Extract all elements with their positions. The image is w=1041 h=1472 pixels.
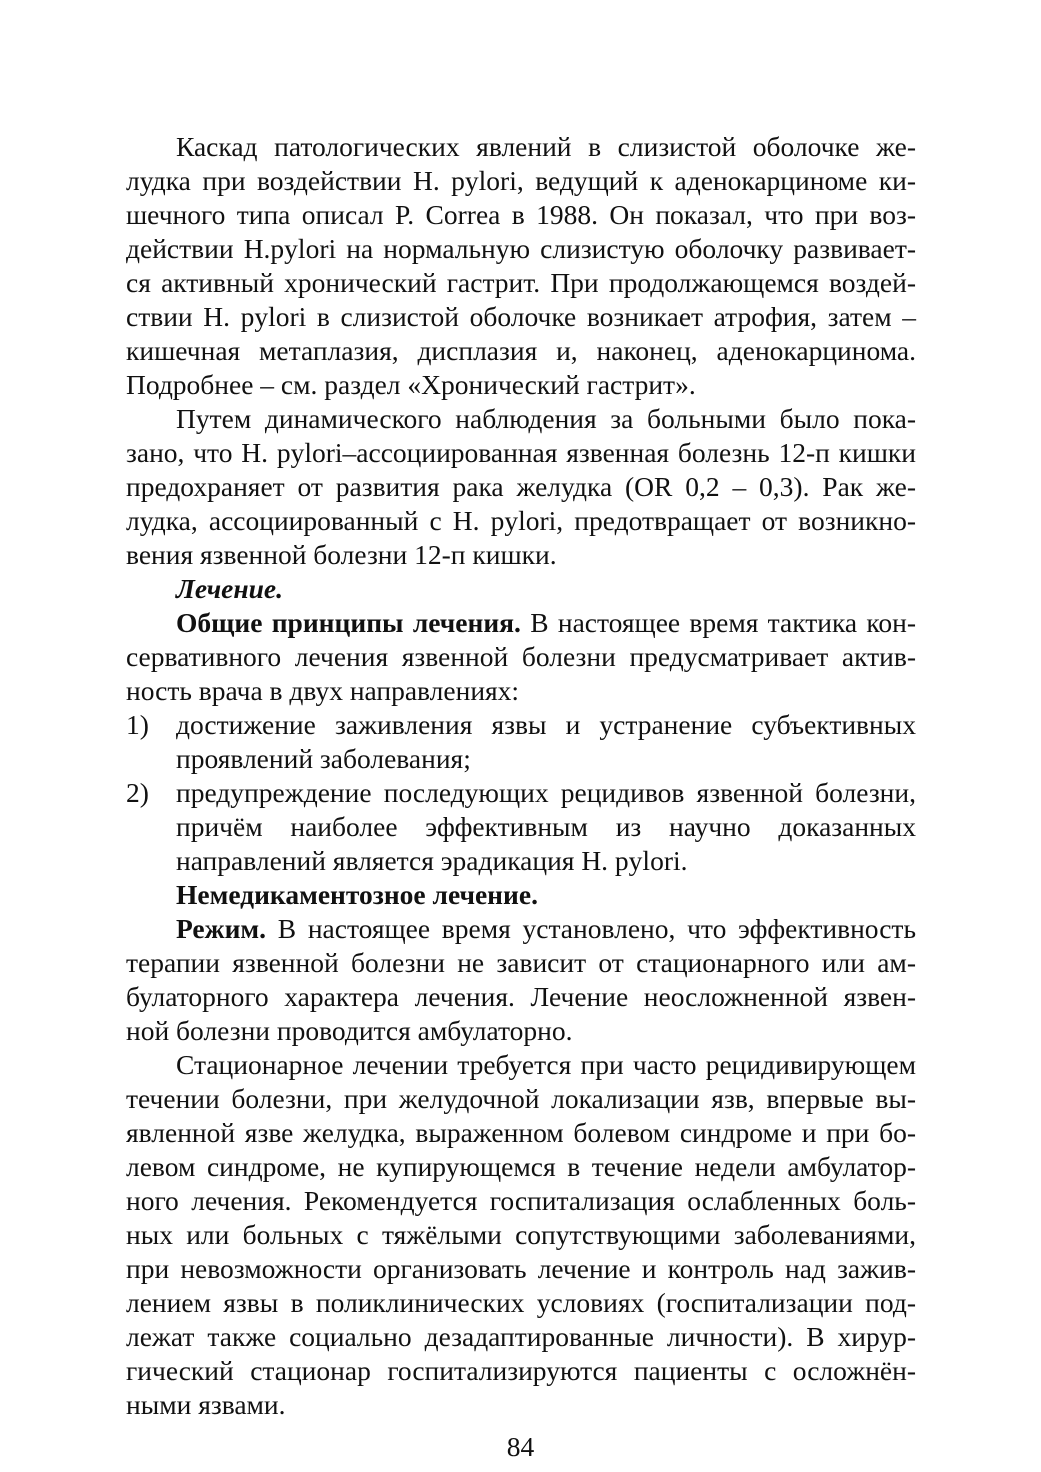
- run-in-heading: Общие принципы лечения.: [176, 607, 521, 638]
- list-item-line: предупреждение последующих рецидивов язвенной болезни,: [176, 777, 916, 808]
- paragraph-line: зано, что H. pylori–ассоциированная язвенная болезнь 12-п кишки: [126, 437, 916, 468]
- paragraph-line: гический стационар госпитализируются пациенты с осложнён-: [126, 1355, 916, 1386]
- paragraph-line: при невозможности организовать лечение и контроль над зажив-: [126, 1253, 916, 1284]
- page-number: 84: [506, 1431, 535, 1462]
- paragraph-line: предохраняет от развития рака желудка (OR 0,2 – 0,3). Рак же-: [126, 471, 916, 502]
- paragraph-line: ной болезни проводится амбулаторно.: [126, 1015, 573, 1046]
- paragraph-line: левом синдроме, не купирующемся в течение недели амбулатор-: [126, 1151, 916, 1182]
- paragraph-line: лудка, ассоциированный с H. pylori, предотвращает от возникно-: [126, 505, 916, 536]
- section-heading: Немедикаментозное лечение.: [176, 879, 538, 910]
- list-item-line: проявлений заболевания;: [176, 743, 471, 774]
- paragraph-line: ствии H. pylori в слизистой оболочке возникает атрофия, затем –: [126, 301, 916, 332]
- paragraph-line: ся активный хронический гастрит. При продолжающемся воздей-: [126, 267, 916, 298]
- paragraph-line: ность врача в двух направлениях:: [126, 675, 520, 706]
- paragraph-first-line: [176, 606, 916, 640]
- paragraph-line: шечного типа описал P. Correa в 1988. Он показал, что при воз-: [126, 199, 916, 230]
- section-heading: Лечение.: [176, 573, 283, 604]
- list-item-line: направлений является эрадикация H. pylori.: [176, 845, 688, 876]
- paragraph-line: действии H.pylori на нормальную слизистую оболочку развивает-: [126, 233, 916, 264]
- paragraph-line: терапии язвенной болезни не зависит от стационарного или ам-: [126, 947, 916, 978]
- paragraph-text: В настоящее время установлено, что эффективность: [277, 913, 916, 944]
- paragraph-line: Каскад патологических явлений в слизистой оболочке же-: [176, 131, 916, 162]
- paragraph-line: явленной язве желудка, выраженном болевом синдроме и при бо-: [126, 1117, 916, 1148]
- paragraph-line: Стационарное лечении требуется при часто рецидивирующем: [176, 1049, 916, 1080]
- paragraph-text: В настоящее время тактика кон-: [530, 607, 916, 638]
- paragraph-line: ного лечения. Рекомендуется госпитализация ослабленных боль-: [126, 1185, 916, 1216]
- list-item-line: причём наиболее эффективным из научно доказанных: [176, 811, 916, 842]
- paragraph-line: Подробнее – см. раздел «Хронический гастрит».: [126, 369, 696, 400]
- paragraph-line: сервативного лечения язвенной болезни предусматривает актив-: [126, 641, 916, 672]
- paragraph-line: кишечная метаплазия, дисплазия и, наконец, аденокарцинома.: [126, 335, 916, 366]
- paragraph-line: лудка при воздействии H. pylori, ведущий к аденокарциноме ки-: [126, 165, 916, 196]
- paragraph-line: Путем динамического наблюдения за больными было пока-: [176, 403, 916, 434]
- paragraph-line: булаторного характера лечения. Лечение неосложненной язвен-: [126, 981, 916, 1012]
- list-number: 1): [126, 709, 149, 740]
- paragraph-line: ными язвами.: [126, 1389, 286, 1420]
- paragraph-line: лежат также социально дезадаптированные личности). В хирур-: [126, 1321, 916, 1352]
- run-in-heading: Режим.: [176, 913, 267, 944]
- paragraph-line: вения язвенной болезни 12-п кишки.: [126, 539, 557, 570]
- paragraph-line: лением язвы в поликлинических условиях (госпитализации под-: [126, 1287, 916, 1318]
- paragraph-line: течении болезни, при желудочной локализации язв, впервые вы-: [126, 1083, 916, 1114]
- paragraph-first-line: [176, 912, 916, 946]
- paragraph-line: ных или больных с тяжёлыми сопутствующими заболеваниями,: [126, 1219, 916, 1250]
- list-number: 2): [126, 777, 149, 808]
- list-item-line: достижение заживления язвы и устранение субъективных: [176, 709, 916, 740]
